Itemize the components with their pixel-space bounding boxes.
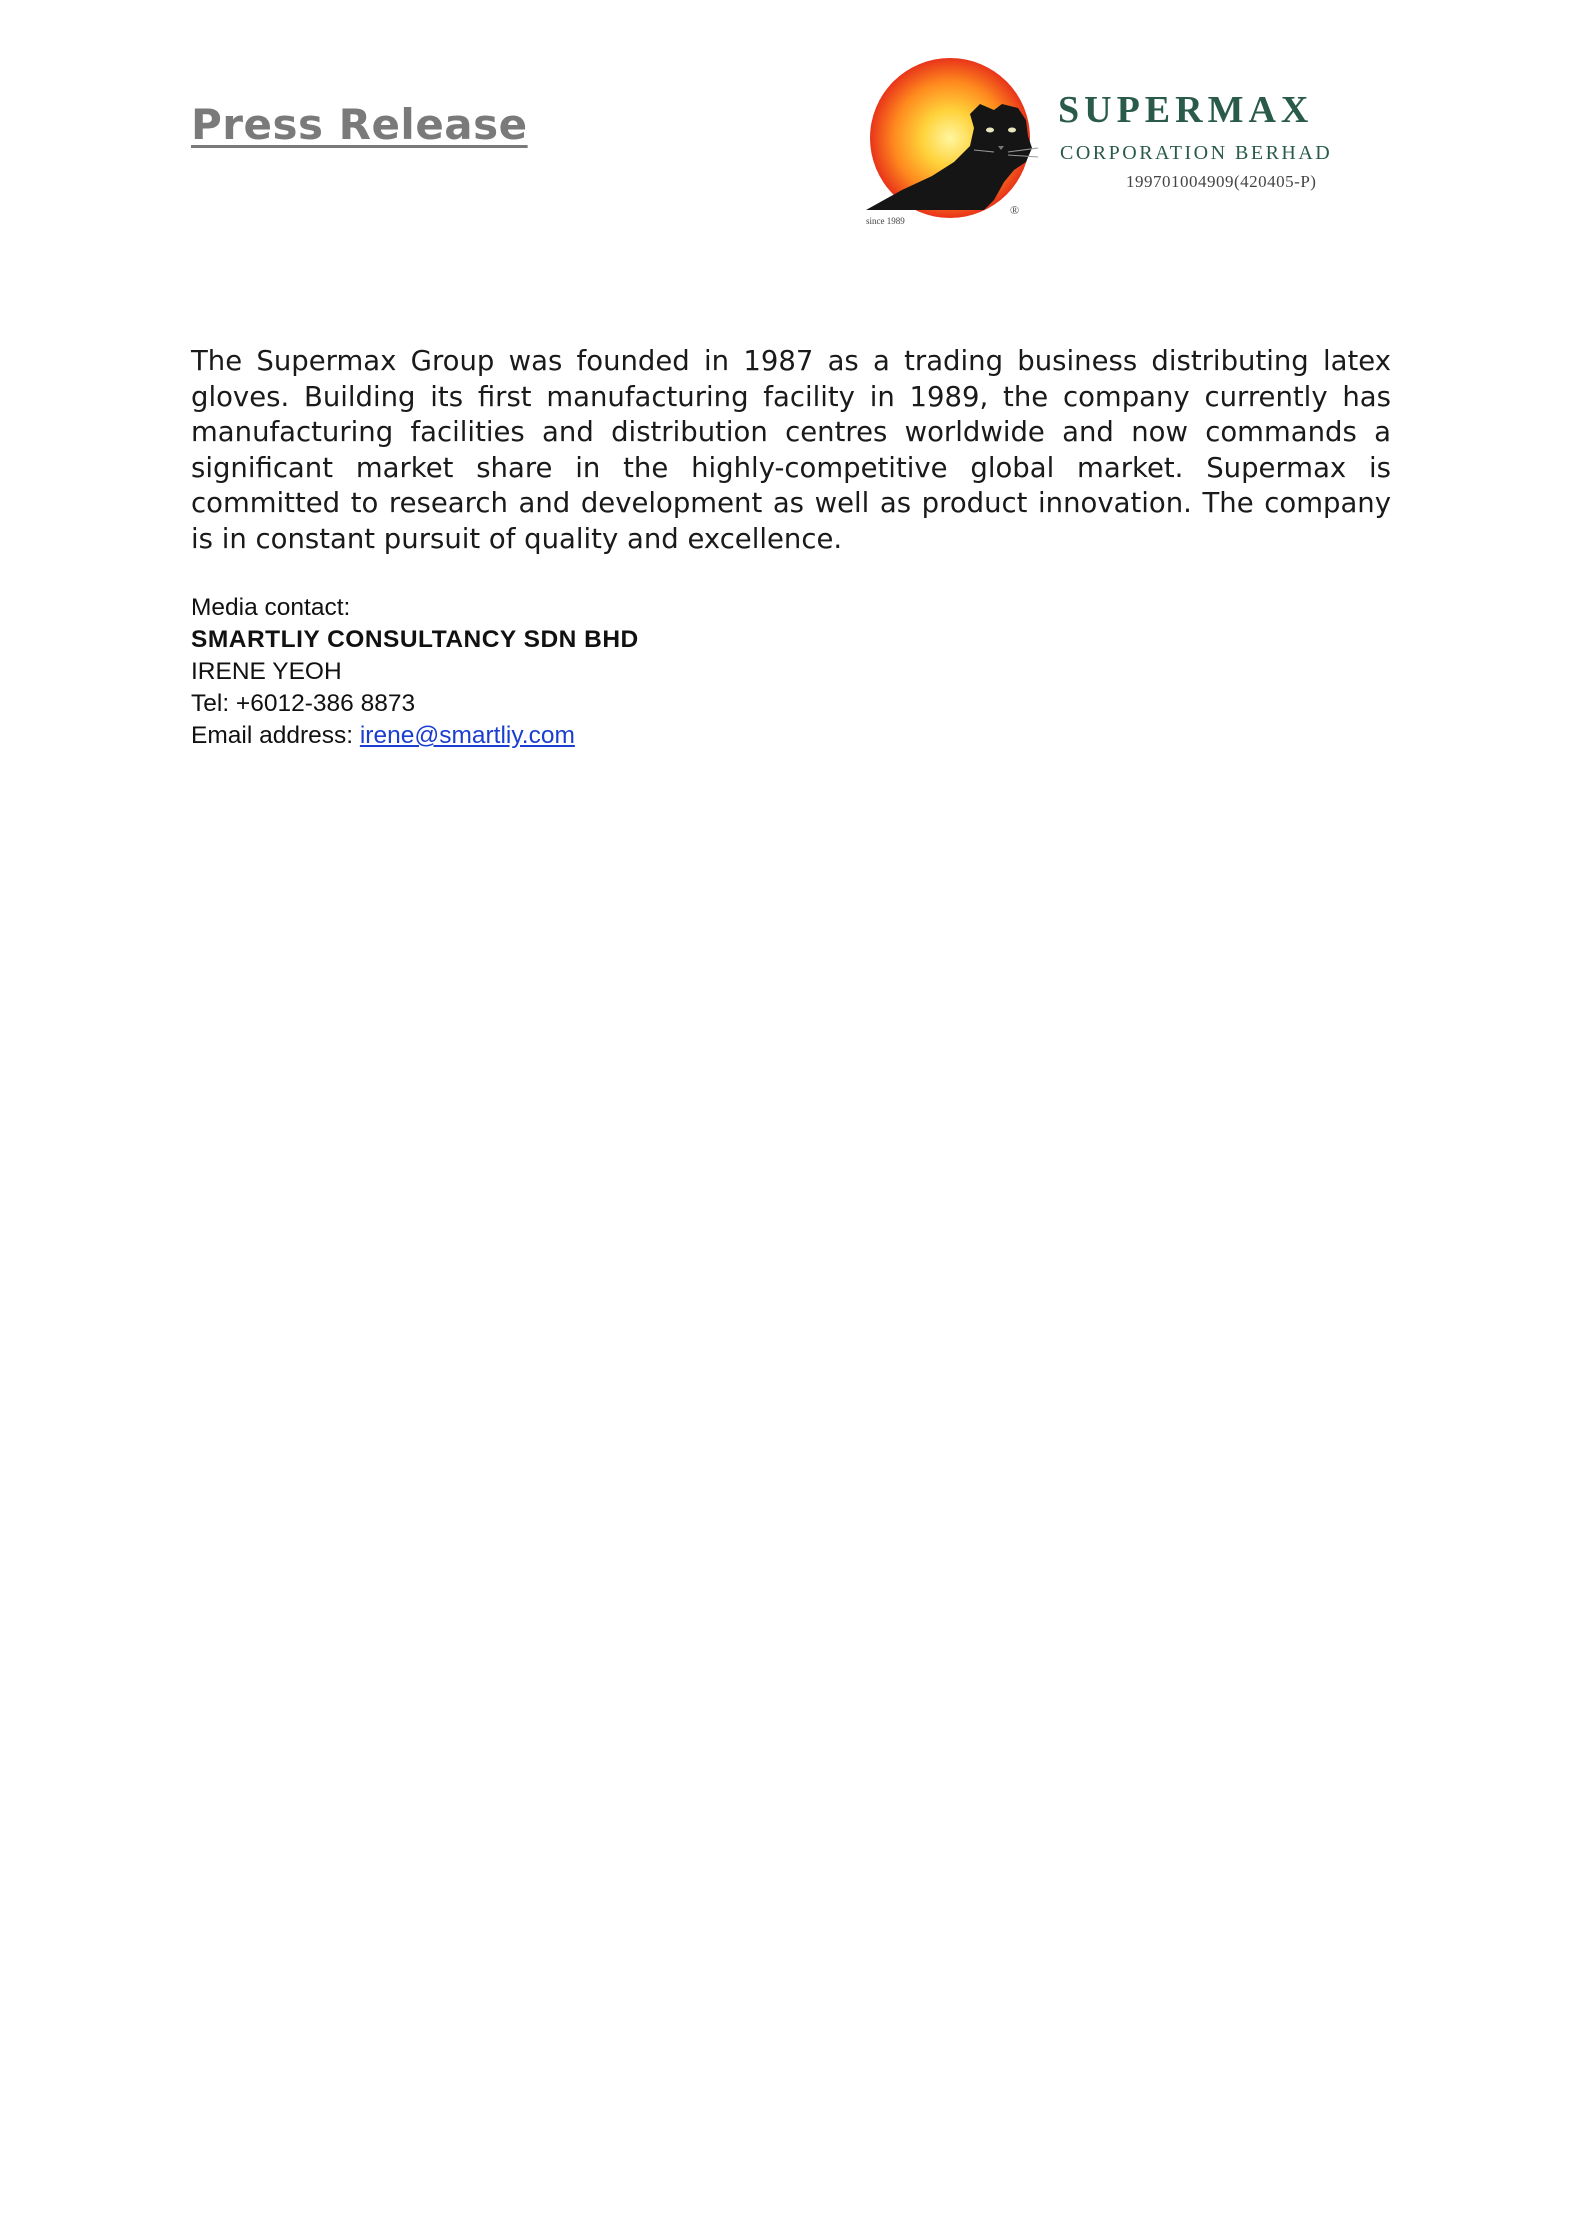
contact-name: IRENE YEOH xyxy=(191,658,342,685)
registered-mark: ® xyxy=(1010,203,1020,217)
logo-registration-number: 199701004909(420405-P) xyxy=(1126,172,1317,191)
logo-since-text: since 1989 xyxy=(866,216,905,226)
logo-company-name: SUPERMAX xyxy=(1058,89,1314,131)
contact-company: SMARTLIY CONSULTANCY SDN BHD xyxy=(191,626,639,653)
contact-tel: Tel: +6012-386 8873 xyxy=(191,690,416,717)
company-description: The Supermax Group was founded in 1987 as a trading business distributing latex gloves. Building its first manufacturing facility in 1989, the company currently has manufacturing facilities and distribution centres worldwide and now commands a significant market share in the highly-competitive global market. Supermax is committed to research and development as well as product innovation. The company is in constant pursuit of quality and excellence. xyxy=(191,345,1391,555)
contact-email-line xyxy=(191,720,639,752)
page-title: Press Release xyxy=(191,100,528,149)
media-contact-heading: Media contact: xyxy=(191,594,351,621)
email-link[interactable]: irene@smartliy.com xyxy=(359,722,575,749)
panther-sun-icon xyxy=(862,58,1058,228)
media-contact-block xyxy=(191,592,639,752)
logo-company-subtitle: CORPORATION BERHAD xyxy=(1060,142,1333,164)
email-label: Email address: xyxy=(191,722,360,749)
supermax-logo xyxy=(862,58,1382,233)
